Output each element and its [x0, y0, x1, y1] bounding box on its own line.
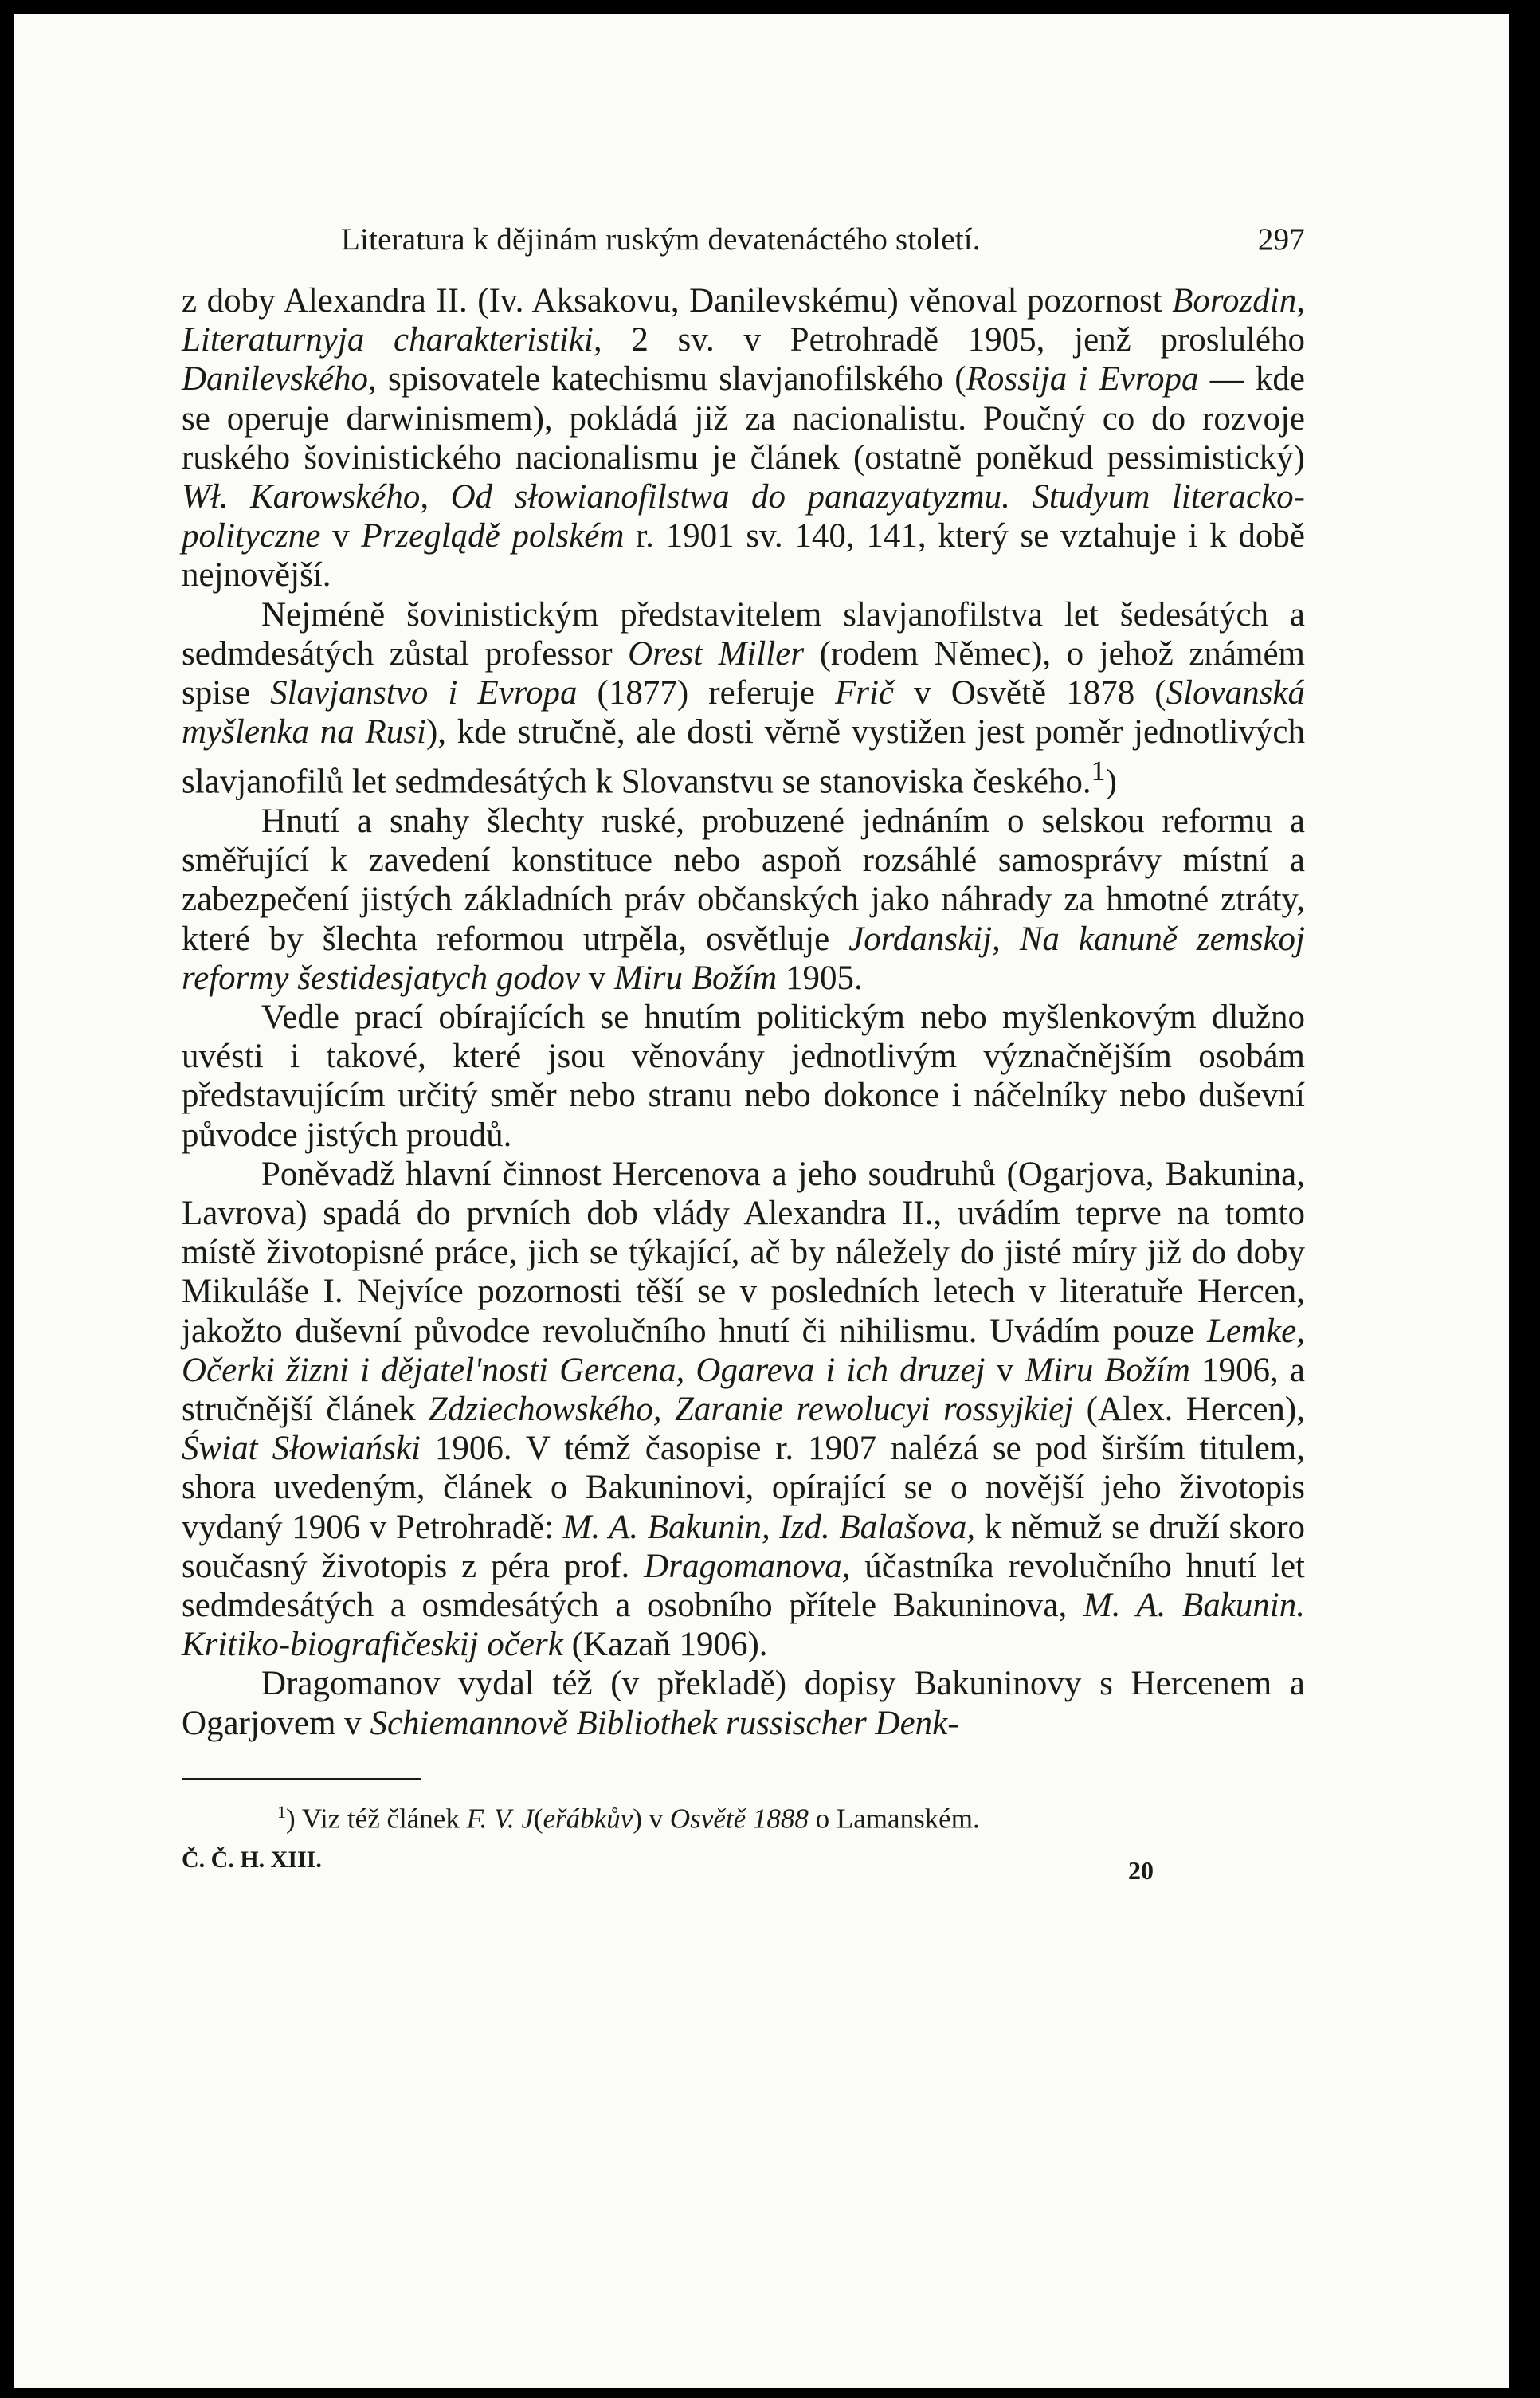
- page-footer: [182, 1847, 1305, 1886]
- sheet-number: 20: [1128, 1855, 1154, 1885]
- footnote-divider: [182, 1778, 421, 1780]
- journal-signature: Č. Č. H. XIII.: [182, 1846, 322, 1873]
- page-number: 297: [1257, 222, 1305, 257]
- page-sheet: [14, 14, 1509, 2388]
- paragraph-6: Dragomanov vydal též (v překladě) dopisy Bakuninovy s Hercenem a Ogarjovem v Schiemannově Bibliothek russischer Denk-: [182, 1665, 1305, 1742]
- footnote: $^1$) Viz též článek F. V. J(eřábkův) v Osvětě 1888 o Lamanském.: [277, 1801, 980, 1835]
- body-text: [182, 281, 1305, 1743]
- paragraph-5: Poněvadž hlavní činnost Hercenova a jeho soudruhů (Ogarjova, Bakunina, Lavrova) spadá do prvních dob vlády Alexandra II., uvádím teprve na tomto místě životopisné práce, jich se týkající, ač by náležely do jisté míry již do doby Mikuláše I. Nejvíce pozornosti těší se v posledních letech v literatuře Hercen, jakožto duševní původce revolučního hnutí či nihilismu. Uvádím pouze Lemke, Očerki žizni i dějatel'nosti Gercena, Ogareva i ich druzej v Miru Božím 1906, a stručnější článek Zdziechowského, Zaranie rewolucyi rossyjkiej (Alex. Hercen), Świat Słowiański 1906. V témž časopise r. 1907 nalézá se pod širším titulem, shora uvedeným, článek o Bakuninovi, opírající se o novější jeho životopis vydaný 1906 v Petrohradě: M. A. Bakunin, Izd. Balašova, k němuž se druží skoro současný životopis z péra prof. Dragomanova, účastníka revolučního hnutí let sedmdesátých a osmdesátých a osobního přítele Bakuninova, M. A. Bakunin. Kritiko-biografičeskij očerk (Kazaň 1906).: [182, 1155, 1306, 1664]
- paragraph-3: Hnutí a snahy šlechty ruské, probuzené jednáním o selskou reformu a směřující k zavedení konstituce nebo aspoň rozsáhlé samosprávy místní a zabezpečení jistých základních práv občanských jako náhrady za hmotné ztráty, které by šlechta reformou utrpěla, osvětluje Jordanskij, Na kanuně zemskoj reformy šestidesjatych godov v Miru Božím 1905.: [182, 802, 1305, 997]
- page-content: [182, 222, 1305, 1886]
- paragraph-1: z doby Alexandra II. (Iv. Aksakovu, Danilevskému) věnoval pozornost Borozdin, Literaturnyja charakteristiki, 2 sv. v Petrohradě 1905, jenž proslulého Danilevského, spisovatele katechismu slavjanofilského (Rossija i Evropa — kde se operuje darwinismem), pokládá již za nacionalistu. Poučný co do rozvoje ruského šovinistického nacionalismu je článek (ostatně poněkud pessimistický) Wł. Karowského, Od słowianofilstwa do panazyatyzmu. Studyum literacko-polityczne v Przeglądě polském r. 1901 sv. 140, 141, který se vztahuje i k době nejnovější.: [182, 282, 1306, 595]
- paragraph-2: Nejméně šovinistickým představitelem slavjanofilstva let šedesátých a sedmdesátých zůstal professor Orest Miller (rodem Němec), o jehož známém spise Slavjanstvo i Evropa (1877) referuje Frič v Osvětě 1878 (Slovanská myšlenka na Rusi), kde stručně, ale dosti věrně vystižen jest poměr jednotlivých slavjanofilů let sedmdesátých k Slovanstvu se stanoviska českého.$^1$): [182, 595, 1305, 801]
- running-title: Literatura k dějinám ruským devatenáctého století.: [341, 222, 981, 257]
- footnote-marker: 1: [277, 1801, 286, 1822]
- footnote-ref: 1: [1091, 755, 1106, 787]
- running-header: [182, 222, 1305, 257]
- paragraph-4: Vedle prací obírajících se hnutím politickým nebo myšlenkovým dlužno uvésti i takové, které jsou věnovány jednotlivým význačnějším osobám představujícím určitý směr nebo stranu nebo dokonce i náčelníky nebo duševní původce jistých proudů.: [182, 998, 1305, 1154]
